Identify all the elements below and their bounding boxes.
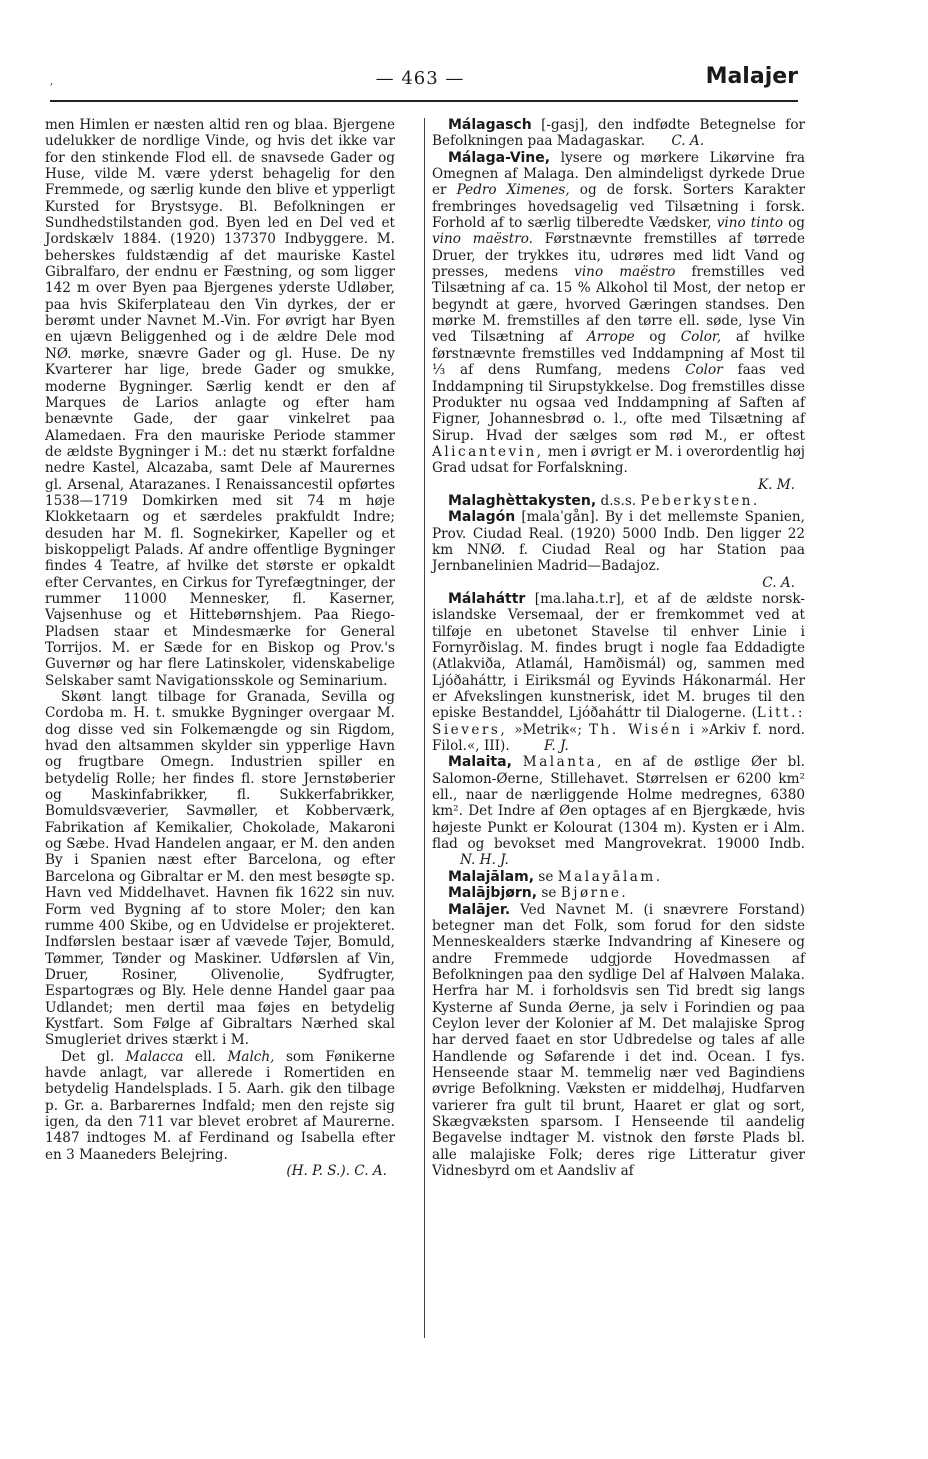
entry-headword: Málaga-Vine, xyxy=(448,149,551,166)
entry-headword: Malājbjørn, xyxy=(448,885,538,902)
author-signature: C. A. xyxy=(762,574,795,591)
author-signature: N. H. J. xyxy=(460,852,509,869)
entry-malagasch: Málagasch [-gasj], den indfødte Betegnelse for Befolkningen paa Madagaskar. C. A. xyxy=(432,117,805,150)
left-column xyxy=(45,117,395,1179)
entry-headword: Malagón xyxy=(448,509,516,526)
column-divider xyxy=(424,118,425,1338)
right-column xyxy=(432,117,805,1179)
entry-malaita: Malaita, Malanta, en af de østlige Øer bl. Salomon-Øerne, Stillehavet. Størrelsen er 6200 km² ell., naar de nærliggende Holme medregnes, 6380 km². Det Indre af Øen optages af en Bjergkæde, hvis højeste Punkt er Kolourat (1304 m). Kysten er i Alm. flad og bevokset med Mangrovekrat. 19000 Indb. N. H. J. xyxy=(432,754,805,869)
entry-malajer: Malājer. Ved Navnet M. (i snævrere Forstand) betegner man det Folk, som forud for den sidste Menneskealders stærke Indvandring af Kinesere og andre Fremmede udgjorde Hovedmassen af Befolkningen paa den sydlige Del af Halvøen Malaka. Herfra har M. i forholdsvis sen Tid bredt sig langs Kysterne af Sunda Øerne, ja selv i Forindien og paa Ceylon lever der Kolonier af M. Det malajiske Sprog har derved faaet en stor Udbredelse og tales af alle Handlende og Søfarende i det ind. Ocean. I fys. Henseende staar M. temmelig nær ved Bagindiens øvrige Befolkning. Væksten er middelhøj, Hudfarven varierer fra gult til brunt, Haaret er glat og sort, Skægvæksten sparsom. I Henseende til aandelig Begavelse indtager M. vistnok den første Plads bl. alle malajiske Folk; deres rige Litteratur giver Vidnesbyrd om et Aandsliv af xyxy=(432,901,805,1179)
entry-headword: Malajālam, xyxy=(448,868,535,885)
entry-headword: Malaita, xyxy=(448,754,512,771)
author-signature: K. M. xyxy=(757,476,795,493)
entry-malajalam: Malajālam, se Malayālam. xyxy=(448,868,663,885)
entry-malagon: Malagón [malaˈgån]. By i det mellemste Spanien, Prov. Ciudad Real. (1920) 5000 Indb. Den ligger 22 km NNØ. f. Ciudad Real og har Station paa Jernbanelinien Madrid—Badajoz. xyxy=(432,509,805,575)
author-signature: C. A. xyxy=(671,133,705,150)
entry-headword: Malājer. xyxy=(448,901,511,918)
page-header xyxy=(50,62,798,98)
entry-malaghettakysten: Malaghèttakysten, d.s.s. Peberkysten. xyxy=(448,492,760,509)
entry-headword: Malaghèttakysten, xyxy=(448,492,597,509)
paragraph: Det gl. Malacca ell. Malch, som Fønikerne havde anlagt, var allerede i Romertiden en betydelig Handelsplads. I 5. Aarh. gik den tilbage p. Gr. a. Barbarernes Indfald; men den rejste sig igen, da den 711 var blevet erobret af Maurerne. 1487 indtoges M. af Ferdinand og Isabella efter en 3 Maaneders Belejring. xyxy=(45,1048,395,1163)
author-signature: F. J. xyxy=(544,738,569,755)
paragraph: Skønt langt tilbage for Granada, Sevilla og Cordoba m. H. t. smukke Bygninger overgaar M. dog disse ved sin Folkemængde og sin Rigdom, hvad den altsammen skylder sin ypperlige Havn og frugtbare Omegn. Industrien spiller en betydelig Rolle; her findes fl. store Jernstøberier og Maskinfabrikker, fl. Sukkerfabrikker, Bomuldsvæverier, Savmøller, et Kobberværk, Fabrikation af Kemikalier, Chokolade, Makaroni og Sæbe. Hvad Handelen angaar, er M. den anden By i Spanien næst efter Barcelona, og efter Barcelona og Gibraltar er M. den mest besøgte sp. Havn ved Middelhavet. Havnen fik 1622 sin nuv. Form ved Bygning af to store Moler; den kan rumme 400 Skibe, og en Udvidelse er projekteret. Indførslen bestaar især af vævede Tøjer, Bomuld, Tømmer, Tønder og Maskiner. Udførslen af Vin, Druer, Rosiner, Olivenolie, Sydfrugter, Espartogræs og Bly. Hele denne Handel gaar paa Udlandet; men dertil maa føjes en betydelig Kystfart. Som Følge af Gibraltars Nærhed skal Smugleriet drives stærkt i M. xyxy=(45,689,395,1049)
page-number: — 463 — xyxy=(375,68,465,89)
entry-headword: Málagasch xyxy=(448,117,532,133)
entry-malajbjorn: Malājbjørn, se Bjørne. xyxy=(448,885,629,902)
running-headword: Malajer xyxy=(705,64,798,89)
stray-mark: , xyxy=(50,76,54,87)
entry-malahattr: Málaháttr [ma.laha.t.r], et af de ældste norsk-islandske Versemaal, der er fremkommet ved at tilføje en ubetonet Stavelse til enhver Linie i Fornyrðislag. M. findes brugt i nogle faa Eddadigte (Atlakviða, Atlamál, Hamðismál) og, sammen med Ljóðaháttr, i Eiriksmál og Eyvinds Hákonarmál. Her er Afvekslingen kunstnerisk, idet M. bruges til den episke Bestanddel, Ljóðaháttr til Dialogerne. (Litt.: Sievers, »Metrik«; Th. Wisén i »Arkiv f. nord. Filol.«, III). F. J. xyxy=(432,590,805,755)
paragraph: men Himlen er næsten altid ren og blaa. Bjergene udelukker de nordlige Vinde, og hvis det ikke var for den stinkende Flod ell. de snavsede Gader og Huse, vilde M. være yderst behagelig for den Fremmede, og særlig kunde den blive et ypperligt Kursted for Brystsyge. Bl. Befolkningen er Sundhedstilstanden god. Byen led en Del ved et Jordskælv 1884. (1920) 137370 Indbyggere. M. beherskes fuldstændig af det mauriske Kastel Gibralfaro, der endnu er Fæstning, og som ligger 142 m over Byen paa Bjergenes yderste Udløber, paa hvis Skiferplateau den Vin dyrkes, der er berømt under Navnet M.-Vin. For øvrigt har Byen en ujævn Beliggenhed og i de ældre Dele mod NØ. mørke, snævre Gader og gl. Huse. De ny Kvarterer har lige, brede Gader og smukke, moderne Bygninger. Særlig kendt er den af Marques de Larios anlagte og efter ham benævnte Gade, der gaar vinkelret paa Alamedaen. Fra den mauriske Periode stammer de ældste Bygninger i M.: det nu stærkt forfaldne nedre Kastel, Alcazaba, samt Dele af Maurernes gl. Arsenal, Atarazanes. I Renaissancestil opførtes 1538—1719 Domkirken med sit 74 m høje Klokketaarn og et særdeles prakfuldt Indre; desuden har M. fl. Sognekirker, Kapeller og et biskoppeligt Palads. Af andre offentlige Bygninger findes 4 Teatre, af hvilke det største er opkaldt efter Cervantes, en Cirkus for Tyrefægtninger, der rummer 11000 Mennesker, fl. Kaserner, Vajsenhuse og et Hittebørnshjem. Paa Riego-Pladsen staar et Mindesmærke for General Torrijos. M. er Sæde for en Biskop og Prov.'s Guvernør og har flere Latinskoler, videnskabelige Selskaber samt Navigationsskole og Seminarium. xyxy=(45,117,395,689)
header-rule xyxy=(50,100,798,102)
entry-headword: Málaháttr xyxy=(448,590,526,607)
author-signature: (H. P. S.). C. A. xyxy=(286,1163,387,1179)
entry-malaga-vine: Málaga-Vine, lysere og mørkere Likørvine fra Omegnen af Malaga. Den almindeligst dyrkede Drue er Pedro Ximenes, og de forsk. Sorters Karakter frembringes hovedsagelig ved Tilsætning i forsk. Forhold af to særlig tilberedte Vædsker, vino tinto og vino maëstro. Førstnævnte fremstilles af tørrede Druer, der trykkes itu, udrøres med lidt Vand og presses, medens vino maëstro fremstilles ved Tilsætning af ca. 15 % Alkohol til Most, der netop er begyndt at gære, hvorved Gæringen standses. Den mørke M. fremstilles af den tørre ell. søde, lyse Vin ved Tilsætning af Arrope og Color, af hvilke førstnævnte fremstilles ved Inddampning af Most til ⅓ af dens Rumfang, medens Color faas ved Inddampning til Sirupstykkelse. Dog fremstilles disse Produkter nu ogsaa ved Inddampning af Saften af Figner, Johannesbrød o. l., ofte med Tilsætning af Sirup. Hvad der sælges som rød M., er oftest Alicantevin, men i øvrigt er M. i overordentlig høj Grad udsat for Forfalskning. xyxy=(432,149,806,477)
